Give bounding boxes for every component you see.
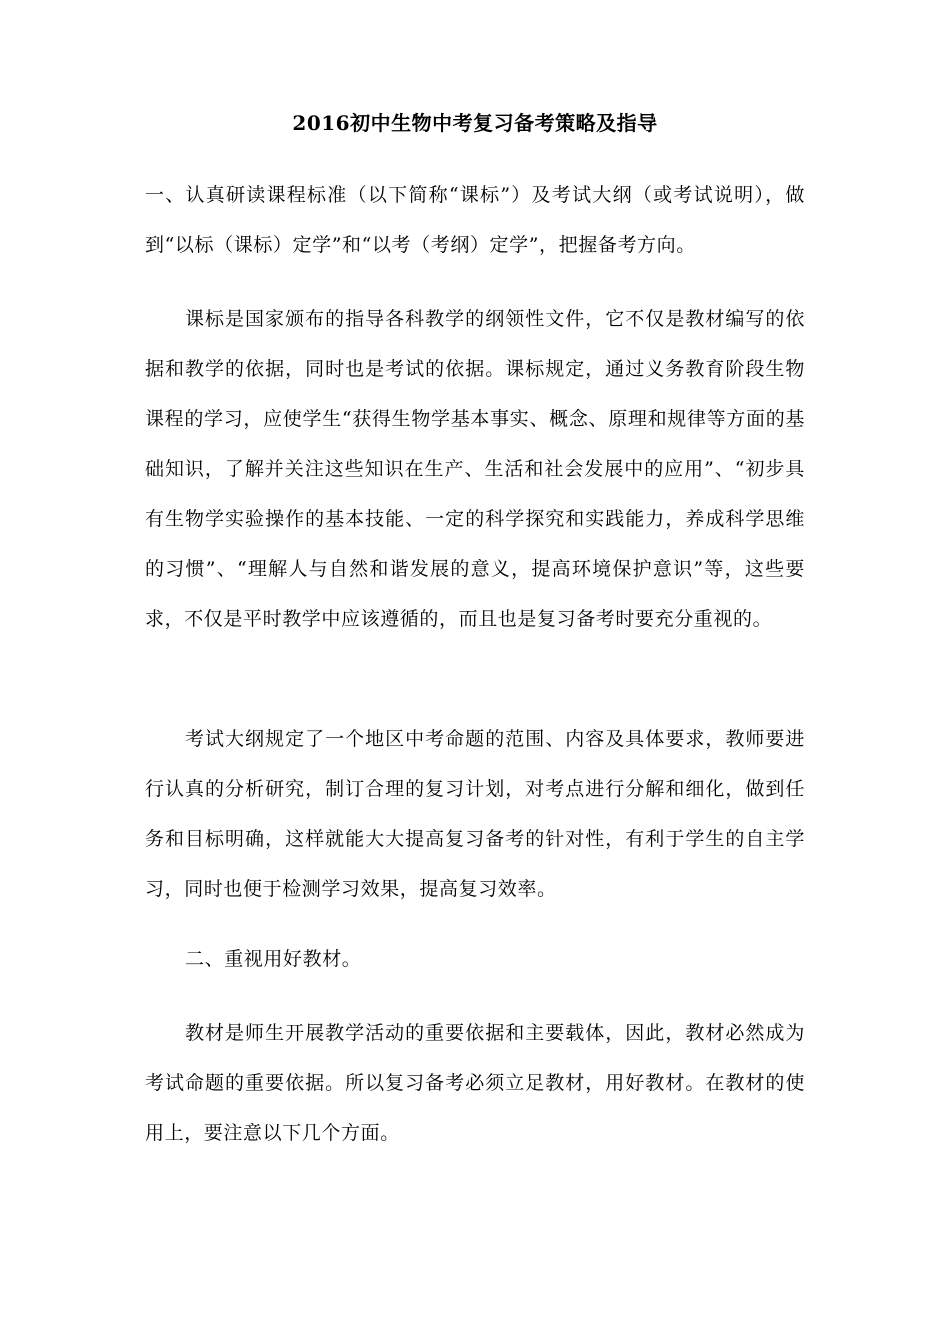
paragraph-textbook: 教材是师生开展教学活动的重要依据和主要载体，因此，教材必然成为考试命题的重要依据。所以复习备考必须立足教材，用好教材。在教材的使用上，要注意以下几个方面。	[145, 1022, 805, 1144]
paragraph-curriculum-standard: 课标是国家颁布的指导各科教学的纲领性文件，它不仅是教材编写的依据和教学的依据，同时也是考试的依据。课标规定，通过义务教育阶段生物课程的学习，应使学生“获得生物学基本事实、概念、原理和规律等方面的基础知识，了解并关注这些知识在生产、生活和社会发展中的应用”、“初步具有生物学实验操作的基本技能、一定的科学探究和实践能力，养成科学思维的习惯”、“理解人与自然和谐发展的意义，提高环境保护意识”等，这些要求，不仅是平时教学中应该遵循的，而且也是复习备考时要充分重视的。	[145, 308, 805, 630]
section-heading-2: 二、重视用好教材。	[185, 948, 362, 970]
document-title: 2016初中生物中考复习备考策略及指导	[292, 111, 658, 135]
paragraph-exam-outline: 考试大纲规定了一个地区中考命题的范围、内容及具体要求，教师要进行认真的分析研究，制订合理的复习计划，对考点进行分解和细化，做到任务和目标明确，这样就能大大提高复习备考的针对性，有利于学生的自主学习，同时也便于检测学习效果，提高复习效率。	[145, 728, 805, 900]
section-heading-1: 一、认真研读课程标准（以下简称“课标”）及考试大纲（或考试说明），做到“以标（课标）定学”和“以考（考纲）定学”，把握备考方向。	[145, 184, 805, 256]
